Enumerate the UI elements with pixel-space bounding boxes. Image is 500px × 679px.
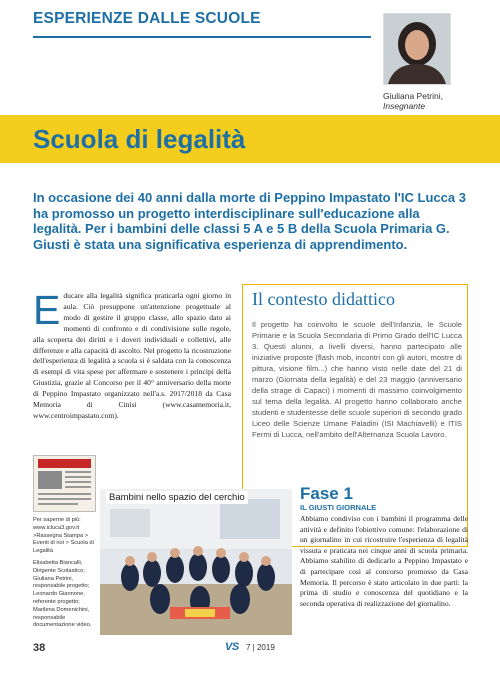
sidebar-caption: Per saperne di più: www.icluca3.gov.it >Rassegna Stampa > Eventi di noi > Scuola di Legalità bbox=[33, 517, 94, 555]
phase-subtitle: IL GIUSTI GIORNALE bbox=[300, 503, 377, 512]
context-box-text: Il progetto ha coinvolto le scuole dell'Infanzia, le Scuole Primarie e la Scuola Secondaria di Primo Grado dell'IC Lucca 3. Questi alunni, a livelli diversi, hanno partecipato alle iniziative proposte (flash mob, incontri con gli autori, mostre di pittura, visione film...) che hanno visto nelle date del 21 di marzo (Giornata della legalità) e del 23 maggio (anniversario della strage di Capaci) i momenti di massimo coinvolgimento sul tema della legalità. Al progetto hanno collaborato anche studenti e studentesse delle scuole superiori di secondo grado Liceo delle Scienze Umane Paladini (ISI Machiavelli) e ITIS Fermi di Lucca, nell'ambito dell'Alternanza Scuola Lavoro. bbox=[252, 320, 462, 439]
sidebar-credits: Elisabetta Biancalli, Dirigente Scolastico; Giuliana Petrini, responsabile progetto; Leonardo Giannone, referente progetto; Marilena Domenichini, responsabile documentazione video. bbox=[33, 560, 92, 629]
article-title: Scuola di legalità bbox=[33, 124, 246, 154]
drop-cap: E bbox=[33, 287, 61, 333]
author-portrait bbox=[383, 13, 451, 85]
issue-number: 7 | 2019 bbox=[246, 643, 275, 652]
page-number: 38 bbox=[33, 642, 46, 654]
section-heading: ESPERIENZE DALLE SCUOLE bbox=[33, 10, 261, 27]
author-role: Insegnante bbox=[383, 101, 426, 111]
body-text: ducare alla legalità significa praticarla ogni giorno in aula. Ciò presuppone un'attenzione progettuale al modo di gestire il gruppo classe, allo spazio dato ai momenti di confronto e di condivisione sulle regole, alla scoperta dei diritti e i doveri individuali e collettivi, alle differenze e alla capacità di ascolto. Nel progetto la ricostruzione dell'esperienza di legalità a scuola si è saldata con la conoscenza di esempi di vita spese per affermare e sostenere i principi della Giustizia, grazie al Concorso per il 40° anniversario della morte di Peppino Impastato organizzato nell'a.s. 2017/2018 da Casa Memoria di Cinisi (www.casamemoria.it, www.centroimpastato.com). bbox=[33, 291, 231, 420]
newspaper-thumbnail bbox=[33, 455, 96, 512]
photo-caption: Bambini nello spazio del cerchio bbox=[106, 491, 248, 504]
magazine-logo: VS bbox=[225, 641, 239, 653]
article-body bbox=[33, 287, 231, 422]
classroom-photo bbox=[100, 489, 292, 635]
phase-title: Fase 1 bbox=[300, 484, 353, 503]
context-box-title: Il contesto didattico bbox=[252, 289, 395, 309]
author-name: Giuliana Petrini, bbox=[383, 91, 444, 101]
phase-text: Abbiamo condiviso con i bambini il programma delle attività e definito l'obiettivo comune: l'elaborazione di un giornalino in cui ricostruire l'esperienza di legalità vissuta e praticata nei cinque anni di scuola primaria. Abbiamo stabilito di dedicarlo a Peppino Impastato e di partecipare così al concorso promosso da Casa Memoria. Il percorso è stato articolato in due parti: la prima di studio e conoscenza del quotidiano e la seconda operativa di realizzazione del giornalino. bbox=[300, 514, 468, 608]
article-intro: In occasione dei 40 anni dalla morte di Peppino Impastato l'IC Lucca 3 ha promosso un progetto interdisciplinare sull'educazione alla legalità. Per i bambini delle classi 5 A e 5 B della Scuola Primaria G. Giusti è stata una significativa esperienza di apprendimento. bbox=[33, 190, 466, 252]
header-divider bbox=[33, 36, 371, 38]
